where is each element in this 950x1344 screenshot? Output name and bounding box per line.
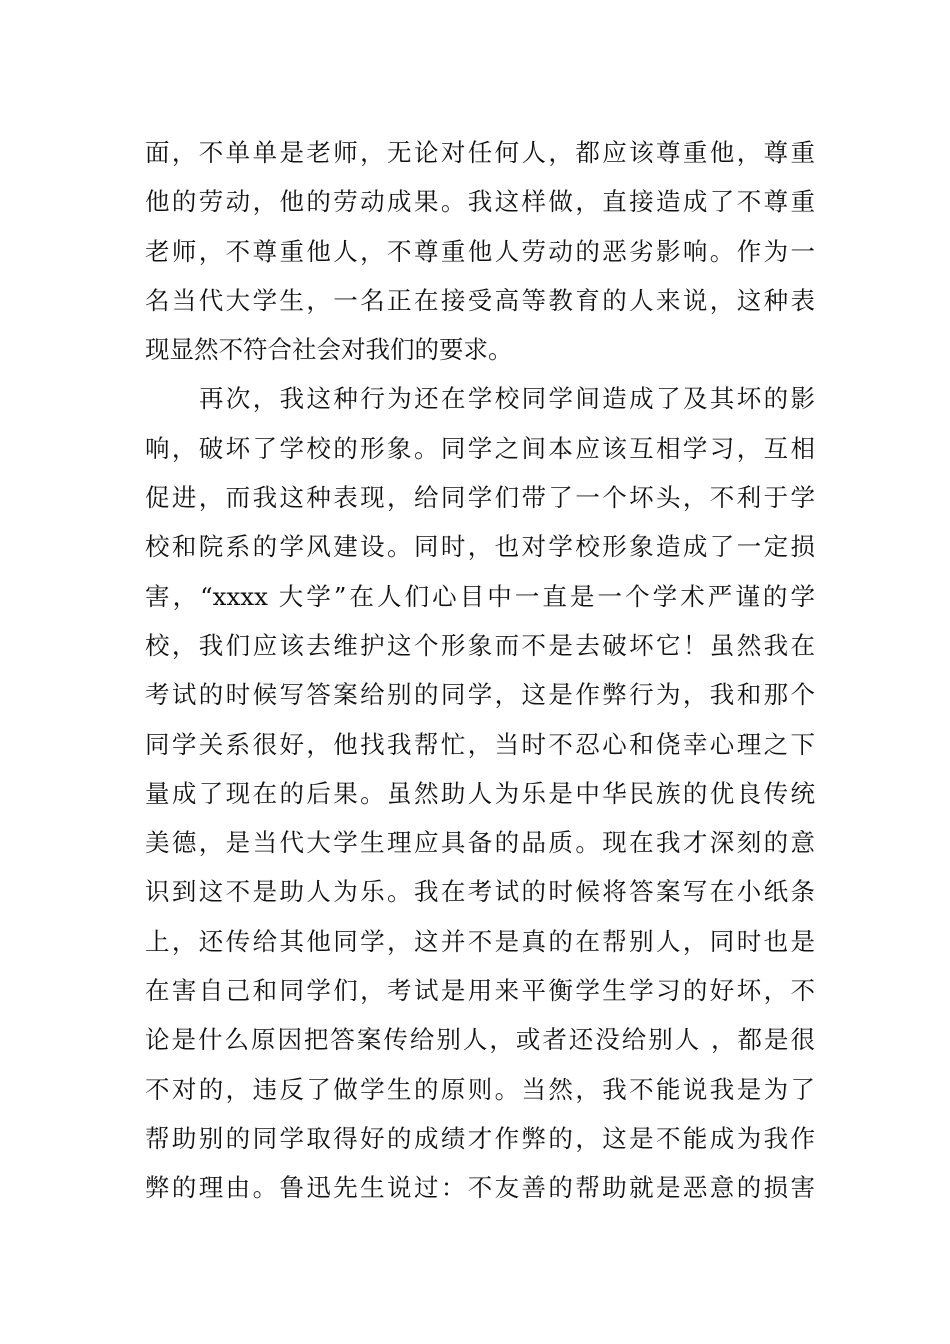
text-line: 促进，而我这种表现，给同学们带了一个坏头，不利于学 — [145, 483, 815, 513]
text-line: 帮助别的同学取得好的成绩才作弊的，这是不能成为我作 — [145, 1123, 815, 1153]
text-line: 害，“xxxx 大学”在人们心目中一直是一个学术严谨的学 — [145, 581, 815, 611]
text-line: 不对的，违反了做学生的原则。当然，我不能说我是为了 — [145, 1074, 815, 1104]
text-line: 现显然不符合社会对我们的要求。 — [145, 335, 513, 365]
body-text — [145, 128, 815, 1213]
text-line: 上，还传给其他同学，这并不是真的在帮别人，同时也是 — [145, 926, 815, 956]
text-line: 面，不单单是老师，无论对任何人，都应该尊重他，尊重 — [145, 138, 815, 167]
text-line: 在害自己和同学们，考试是用来平衡学生学习的好坏，不 — [145, 976, 815, 1006]
text-line: 校和院系的学风建设。同时，也对学校形象造成了一定损 — [145, 532, 815, 562]
paragraph-first-line: 再次，我这种行为还在学校同学间造成了及其坏的影 — [199, 384, 815, 414]
text-line: 美德，是当代大学生理应具备的品质。现在我才深刻的意 — [145, 828, 815, 858]
text-line: 老师，不尊重他人，不尊重他人劳动的恶劣影响。作为一 — [145, 236, 815, 266]
text-line: 考试的时候写答案给别的同学，这是作弊行为，我和那个 — [145, 680, 815, 710]
text-line: 同学关系很好，他找我帮忙，当时不忍心和侥幸心理之下 — [145, 729, 815, 759]
text-line: 量成了现在的后果。虽然助人为乐是中华民族的优良传统 — [145, 778, 815, 808]
text-line: 名当代大学生，一名正在接受高等教育的人来说，这种表 — [145, 285, 815, 315]
text-line: 论是什么原因把答案传给别人，或者还没给别人 ，都是很 — [145, 1025, 815, 1055]
text-line: 他的劳动，他的劳动成果。我这样做，直接造成了不尊重 — [145, 187, 815, 217]
text-line: 响，破坏了学校的形象。同学之间本应该互相学习，互相 — [145, 433, 815, 463]
text-line: 弊的理由。鲁迅先生说过：不友善的帮助就是恶意的损害 — [145, 1173, 815, 1203]
text-line: 校，我们应该去维护这个形象而不是去破坏它！虽然我在 — [145, 630, 815, 660]
text-line: 识到这不是助人为乐。我在考试的时候将答案写在小纸条 — [145, 877, 815, 907]
